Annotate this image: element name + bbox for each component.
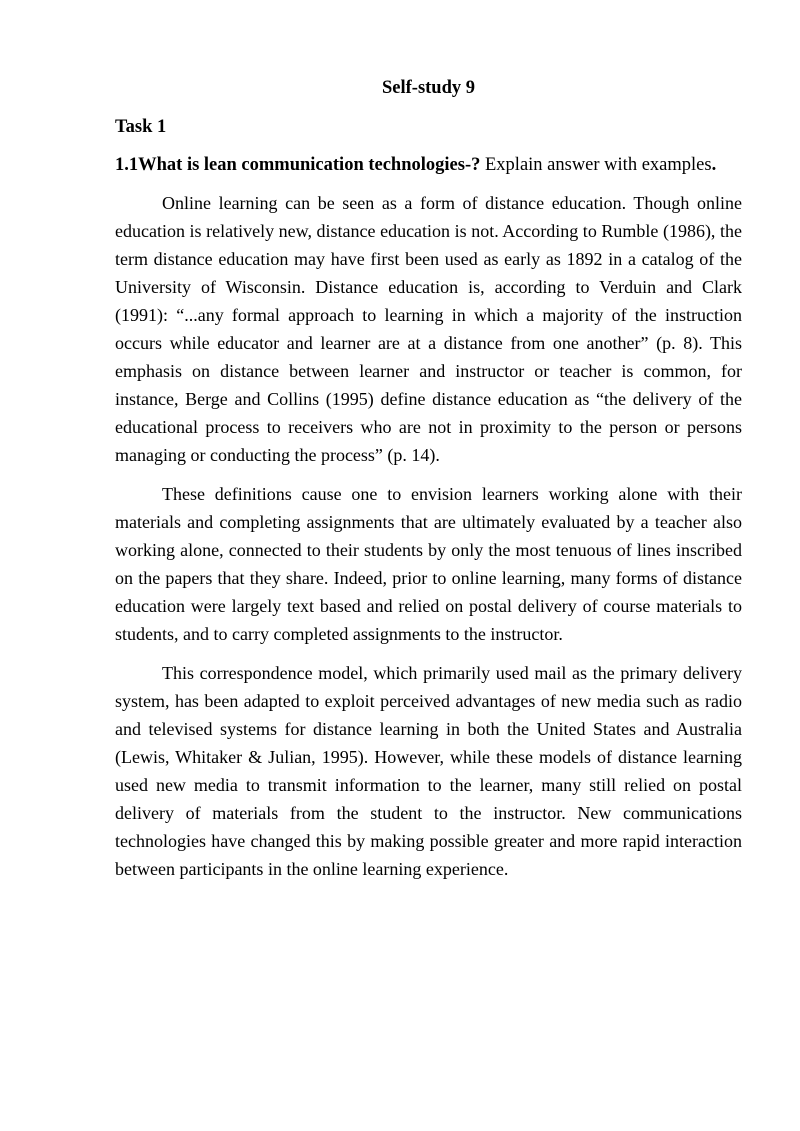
- task-heading: Task 1: [115, 117, 167, 137]
- question-end-mark: .: [711, 155, 717, 175]
- document-page: [115, 74, 742, 894]
- question-normal-text: Explain answer with examples: [480, 155, 712, 175]
- body-paragraph-1: Online learning can be seen as a form of distance education. Though online education is relatively new, distance education is not. According to Rumble (1986), the term distance education may have first been used as early as 1892 in a catalog of the University of Wisconsin. Distance education is, according to Verduin and Clark (1991): “...any formal approach to learning in which a majority of the instruction occurs while educator and learner are at a distance from one another” (p. 8). This emphasis on distance between learner and instructor or teacher is common, for instance, Berge and Collins (1995) define distance education as “the delivery of the educational process to receivers who are not in proximity to the person or persons managing or conducting the process” (p. 14).: [115, 193, 742, 465]
- body-paragraph-2: These definitions cause one to envision learners working alone with their materials and completing assignments that are ultimately evaluated by a teacher also working alone, connected to their students by only the most tenuous of lines inscribed on the papers that they share. Indeed, prior to online learning, many forms of distance education were largely text based and relied on postal delivery of course materials to students, and to carry completed assignments to the instructor.: [115, 484, 742, 644]
- question-bold-text: 1.1What is lean communication technologies-?: [115, 155, 481, 175]
- document-title: Self-study 9: [381, 78, 476, 98]
- body-paragraph-3: This correspondence model, which primarily used mail as the primary delivery system, has been adapted to exploit perceived advantages of new media such as radio and televised systems for distance learning in both the United States and Australia (Lewis, Whitaker & Julian, 1995). However, while these models of distance learning used new media to transmit information to the learner, many still relied on postal delivery of materials from the student to the instructor. New communications technologies have changed this by making possible greater and more rapid interaction between participants in the online learning experience.: [115, 663, 742, 879]
- question-heading: [115, 151, 742, 179]
